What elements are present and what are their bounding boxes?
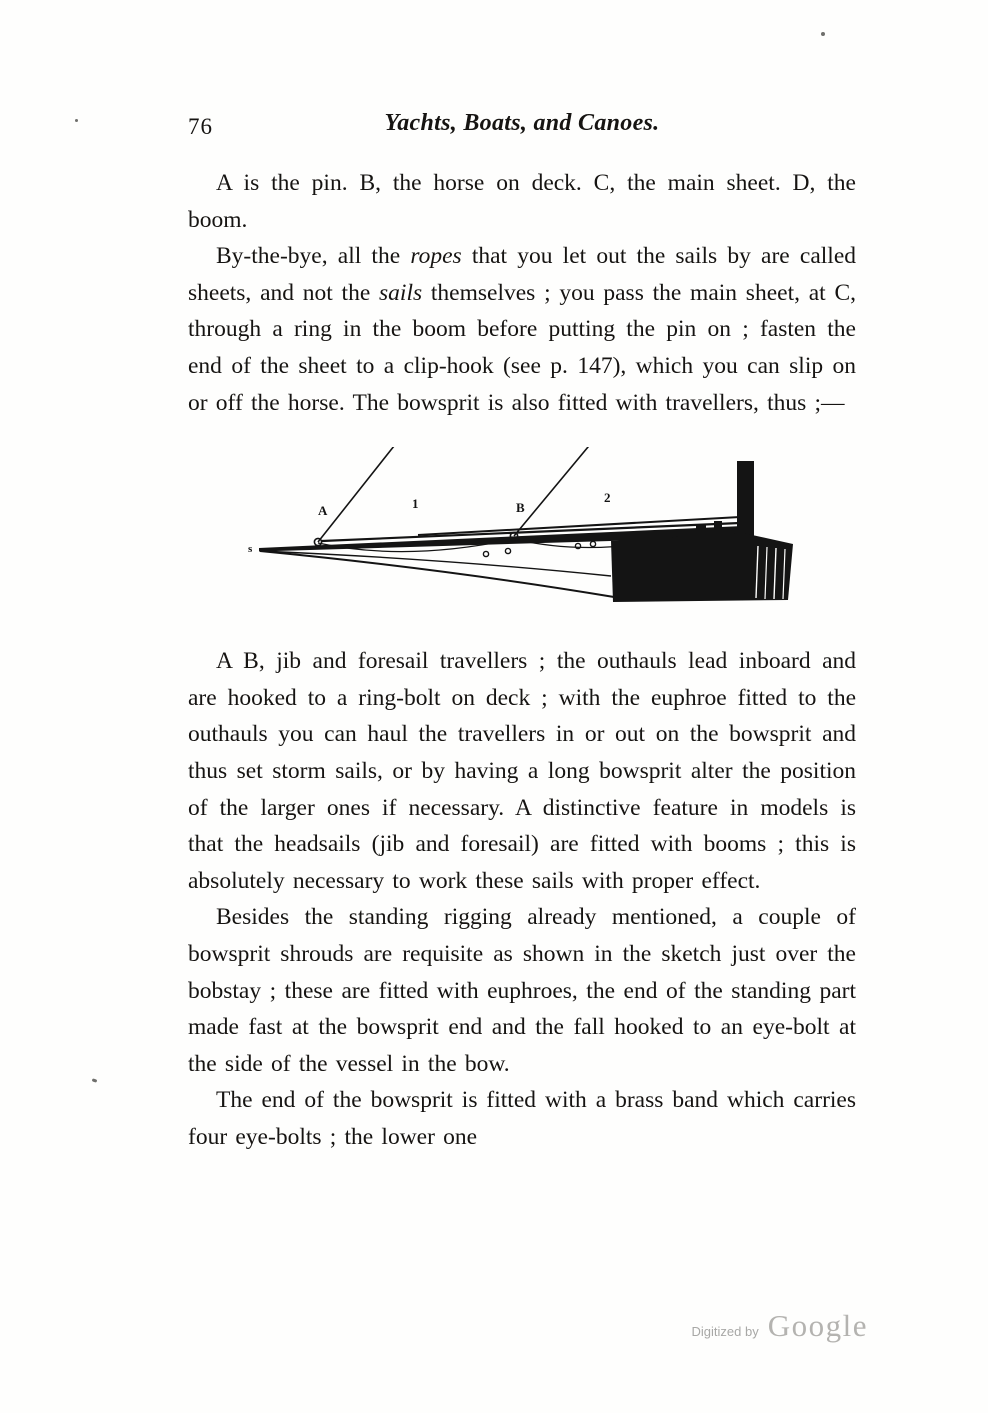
figure-label-b: B: [516, 500, 525, 516]
figure-label-a: A: [318, 503, 328, 519]
paragraph-5-text: The end of the bowsprit is fitted with a brass band which carries four eye-bolts ; the lower one: [188, 1087, 856, 1150]
page-number: 76: [188, 114, 213, 139]
paragraph-2: [188, 238, 856, 421]
paragraph-1-text: A is the pin. B, the horse on deck. C, the main sheet. D, the boom.: [188, 170, 856, 233]
euphroe-bead: [483, 552, 488, 557]
figure-label-s: s: [248, 543, 253, 556]
paragraph-5: [188, 1082, 856, 1155]
bobstay: [260, 551, 614, 597]
mast-post: [737, 461, 754, 541]
paragraph-4: [188, 899, 856, 1082]
paragraph-2-text: themselves ; you pass the main sheet, at C, through a ring in the boom before putting the pin on ; fasten the end of the sheet to a clip-hook (see p. 147), which you can slip on or off the horse. The bowsprit is also fitted with travellers, thus ;—: [188, 279, 856, 416]
figure-label-2: 2: [604, 490, 611, 506]
text-column: [188, 165, 856, 1155]
paragraph-4-text: Besides the standing rigging already mentioned, a couple of bowsprit shrouds are requisite as shown in the sketch just over the bobstay ; these are fitted with euphroes, the end of the standing part made fast at the bowsprit end and the fall hooked to an eye-bolt at the side of the vessel in the bow.: [188, 904, 856, 1077]
bowsprit-shroud: [260, 551, 611, 576]
bowsprit-figure: [188, 421, 856, 643]
foresail-stay: [514, 447, 593, 536]
google-logo: Google: [767, 1308, 868, 1343]
paragraph-2-text: By-the-bye, all the: [216, 243, 411, 270]
scan-artifact: [75, 119, 78, 122]
digitized-by-label: Digitized by: [691, 1324, 759, 1339]
bowsprit-drawing: [246, 447, 806, 615]
scan-artifact: [92, 1078, 98, 1083]
running-header: [188, 110, 856, 146]
italic-word-sails: sails: [379, 279, 423, 306]
figure-label-1: 1: [412, 496, 419, 512]
digitized-footer: [692, 1308, 868, 1344]
paragraph-1: [188, 165, 856, 238]
paragraph-3: [188, 643, 856, 899]
deck-fitting: [714, 521, 722, 529]
running-title: Yachts, Boats, and Canoes.: [384, 110, 660, 136]
paragraph-3-text: A B, jib and foresail travellers ; the outhauls lead inboard and are hooked to a ring-bolt on deck ; with the euphroe fitted to the outhauls you can haul the travellers in or out on the bowsprit and thus set storm sails, or by having a long bowsprit alter the position of the larger ones if necessary. A distinctive feature in models is that the headsails (jib and foresail) are fitted with booms ; this is absolutely necessary to work these sails with proper effect.: [188, 648, 856, 894]
euphroe-bead: [505, 549, 510, 554]
scan-artifact: [821, 32, 825, 36]
jib-stay: [318, 447, 398, 542]
euphroe-bead: [590, 542, 595, 547]
italic-word-ropes: ropes: [410, 243, 462, 270]
deck-fitting: [696, 525, 706, 531]
paragraph-2-text: that you let out the sails by are called sheets, and not the: [188, 243, 856, 306]
